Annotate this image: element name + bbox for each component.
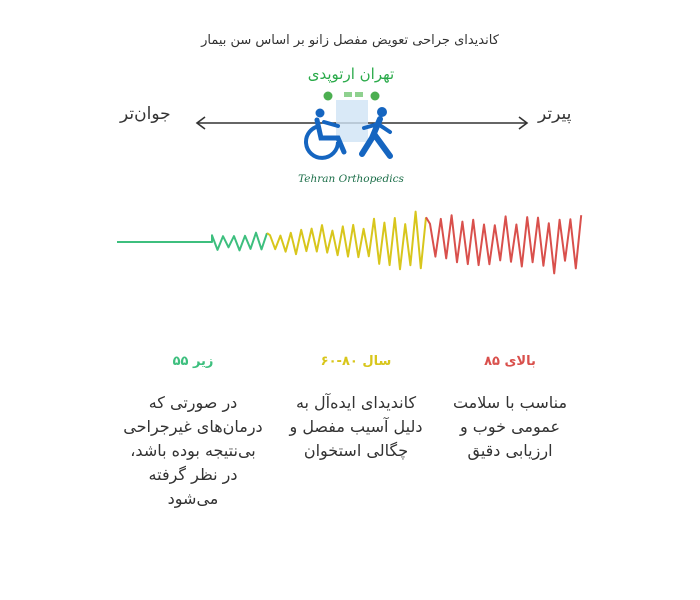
waveform-yellow-segment xyxy=(267,212,426,270)
waveform-green-segment xyxy=(117,233,267,251)
wheelchair-walker-icon xyxy=(298,86,404,172)
age-waveform xyxy=(117,212,581,274)
older-label: پیرتر xyxy=(538,104,572,124)
column-under-55 xyxy=(123,354,263,511)
column-over-85-text: مناسب با سلامت عمومی خوب و ارزیابی دقیق xyxy=(452,393,568,460)
column-60-80-heading: سال ۸۰-۶۰ xyxy=(320,354,392,369)
column-over-85-heading: بالای ۸۵ xyxy=(484,354,536,369)
younger-label: جوان‌تر xyxy=(120,104,171,124)
page-title: کاندیدای جراحی تعویض مفصل زانو بر اساس سن بیمار xyxy=(201,33,499,48)
column-under-55-heading: زیر ۵۵ xyxy=(172,354,214,369)
waveform-red-segment xyxy=(426,215,581,273)
column-60-80-text: کاندیدای ایده‌آل به دلیل آسیب مفصل و چگالی استخوان xyxy=(289,393,423,460)
column-under-55-text: در صورتی که درمان‌های غیرجراحی بی‌نتیجه بوده باشد، در نظر گرفته می‌شود xyxy=(123,393,263,508)
column-60-80 xyxy=(286,354,426,463)
logo-english-text: Tehran Orthopedics xyxy=(298,173,404,185)
tehran-orthopedics-logo xyxy=(292,62,410,192)
logo-persian-text: تهران ارتوپدی xyxy=(307,65,395,83)
column-over-85 xyxy=(440,354,580,463)
